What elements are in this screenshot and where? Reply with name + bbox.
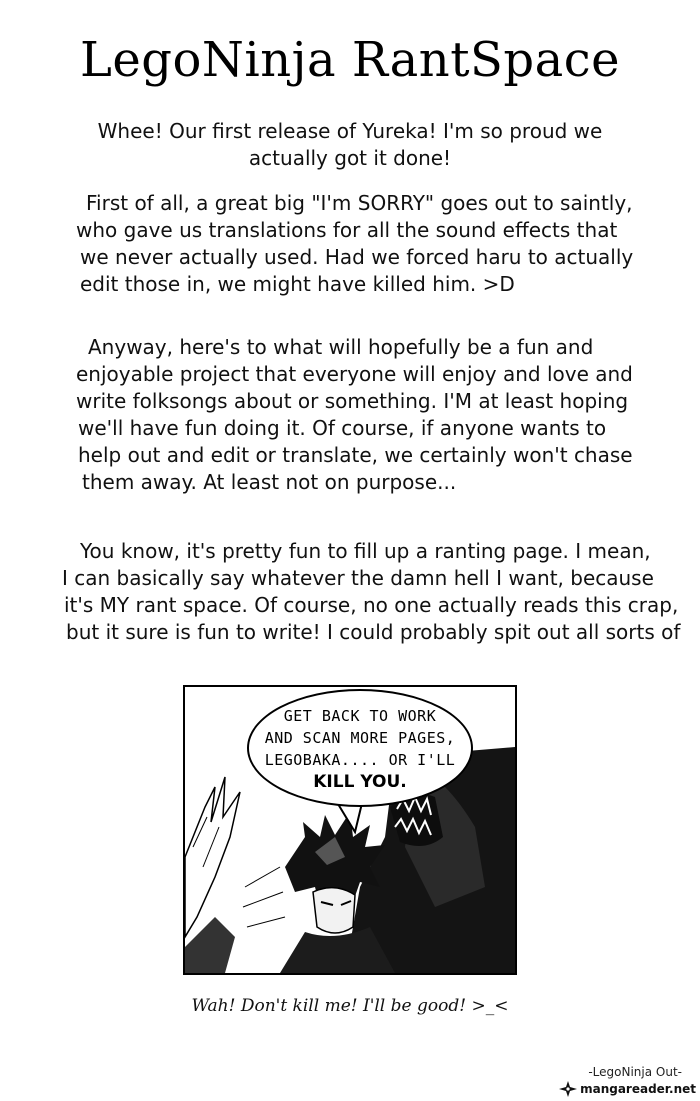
paragraph-line: them away. At least not on purpose... (82, 470, 457, 494)
watermark (559, 1080, 696, 1098)
intro-line: actually got it done! (248, 146, 452, 170)
page-title: LegoNinja RantSpace (79, 32, 620, 88)
paragraph-line: edit those in, we might have killed him. >D (80, 272, 515, 296)
intro-paragraph (0, 118, 700, 172)
signoff: -LegoNinja Out- (588, 1065, 682, 1079)
paragraph-line: but it sure is fun to write! I could probably spit out all sorts of (66, 620, 681, 644)
rant-paragraph-1 (0, 190, 700, 298)
speech-bubble-text (249, 705, 471, 793)
paragraph-line: Anyway, here's to what will hopefully be a fun and (88, 335, 594, 359)
paragraph-line: we'll have fun doing it. Of course, if anyone wants to (78, 416, 607, 440)
paragraph-line: write folksongs about or something. I'M at least hoping (76, 389, 629, 413)
paragraph-line: I can basically say whatever the damn hell I want, because (62, 566, 654, 590)
ninja-star-icon (559, 1081, 577, 1097)
speech-line: GET BACK TO WORK (283, 707, 437, 725)
speech-line: AND SCAN MORE PAGES, (264, 729, 456, 747)
paragraph-line: You know, it's pretty fun to fill up a ranting page. I mean, (80, 539, 651, 563)
speech-bubble (247, 689, 473, 807)
watermark-text: mangareader.net (580, 1082, 696, 1096)
paragraph-line: who gave us translations for all the sound effects that (76, 218, 618, 242)
paragraph-line: it's MY rant space. Of course, no one actually reads this crap, (64, 593, 679, 617)
paragraph-line: First of all, a great big "I'm SORRY" goes out to saintly, (86, 191, 633, 215)
speech-emphasis: KILL YOU. (313, 772, 407, 792)
paragraph-line: help out and edit or translate, we certainly won't chase (78, 443, 633, 467)
speech-line: LEGOBAKA.... OR I'LL (264, 751, 456, 769)
rant-paragraph-2 (0, 334, 700, 496)
intro-line: Whee! Our first release of Yureka! I'm so proud we (97, 119, 603, 143)
paragraph-line: we never actually used. Had we forced haru to actually (80, 245, 634, 269)
paragraph-line: enjoyable project that everyone will enjoy and love and (76, 362, 633, 386)
panel-caption: Wah! Don't kill me! I'll be good! >_< (191, 996, 509, 1016)
manga-panel (183, 685, 517, 975)
rant-paragraph-3 (0, 538, 700, 646)
